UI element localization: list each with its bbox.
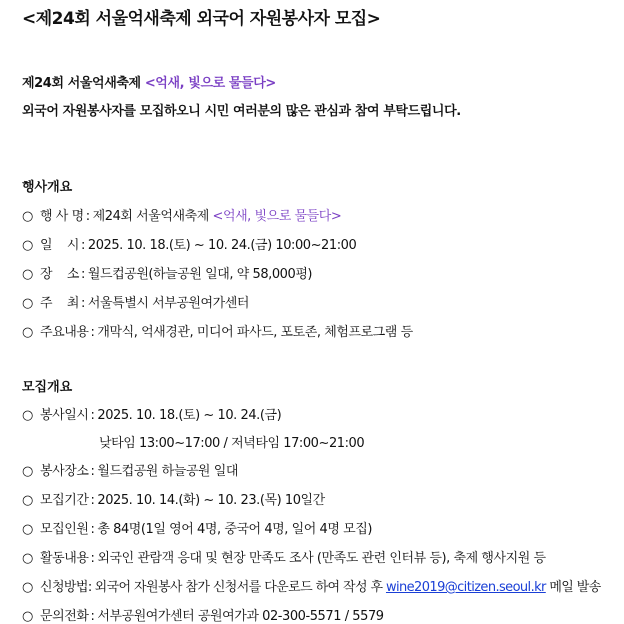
bullet-icon: ○ — [22, 408, 33, 423]
intro-festival-name: 제24회 서울억새축제 — [22, 76, 145, 91]
event-item-value: 제24회 서울억새축제 <억새, 빛으로 물들다> — [92, 209, 342, 224]
bullet-icon: ○ — [22, 267, 33, 282]
bullet-icon: ○ — [22, 493, 33, 508]
bullet-icon: ○ — [22, 580, 33, 595]
bullet-icon: ○ — [22, 325, 33, 340]
recruit-item-label: 봉사장소 — [40, 464, 89, 479]
bullet-icon: ○ — [22, 209, 33, 224]
recruit-item-label: 신청방법 — [40, 580, 88, 595]
event-item-label: 장 소 — [40, 267, 79, 282]
bullet-icon: ○ — [22, 551, 33, 566]
recruit-item-value: 외국인 관람객 응대 및 현장 만족도 조사 (만족도 관련 인터뷰 등), 축제 행사지원 등 — [97, 551, 546, 566]
event-item-value: 월드컵공원(하늘공원 일대, 약 58,000평) — [87, 267, 313, 282]
page-title: <제24회 서울억새축제 외국어 자원봉사자 모집> — [22, 9, 381, 29]
recruit-item-label: 문의전화 — [40, 609, 89, 624]
event-item-value: 서울특별시 서부공원여가센터 — [87, 296, 249, 311]
event-item-host: ○ 주 최 : 서울특별시 서부공원여가센터 — [22, 292, 249, 311]
event-item-label: 주요내용 — [40, 325, 89, 340]
recruit-item-contact: ○ 문의전화 : 서부공원여가센터 공원여가과 02-300-5571 / 5579 — [22, 605, 384, 624]
bullet-icon: ○ — [22, 296, 33, 311]
recruit-item-value: 월드컵공원 하늘공원 일대 — [97, 464, 238, 479]
recruit-item-label: 봉사일시 — [40, 408, 89, 423]
recruit-section-heading: 모집개요 — [22, 380, 73, 395]
event-item-date: ○ 일 시 : 2025. 10. 18.(토) ~ 10. 24.(금) 10:00~21:00 — [22, 234, 356, 253]
event-item-place: ○ 장 소 : 월드컵공원(하늘공원 일대, 약 58,000평) — [22, 263, 312, 282]
event-item-value: 2025. 10. 18.(토) ~ 10. 24.(금) 10:00~21:00 — [87, 238, 357, 253]
event-item-value: 개막식, 억새경관, 미디어 파사드, 포토존, 체험프로그램 등 — [97, 325, 413, 340]
event-item-contents: ○ 주요내용 : 개막식, 억새경관, 미디어 파사드, 포토존, 체험프로그램 등 — [22, 321, 413, 340]
recruit-item-application-period: ○ 모집기간 : 2025. 10. 14.(화) ~ 10. 23.(목) 10일간 — [22, 489, 325, 508]
event-item-name: ○ 행 사 명 : 제24회 서울억새축제 <억새, 빛으로 물들다> — [22, 205, 341, 224]
recruit-item-location: ○ 봉사장소 : 월드컵공원 하늘공원 일대 — [22, 460, 238, 479]
recruit-item-label: 모집기간 — [40, 493, 89, 508]
bullet-icon: ○ — [22, 464, 33, 479]
recruit-item-activities: ○ 활동내용 : 외국인 관람객 응대 및 현장 만족도 조사 (만족도 관련 인터뷰 등), 축제 행사지원 등 — [22, 547, 546, 566]
intro-festival-line — [22, 72, 276, 91]
recruit-item-headcount: ○ 모집인원 : 총 84명(1일 영어 4명, 중국어 4명, 일어 4명 모집) — [22, 518, 372, 537]
bullet-icon: ○ — [22, 238, 33, 253]
bullet-icon: ○ — [22, 522, 33, 537]
bullet-icon: ○ — [22, 609, 33, 624]
recruit-item-period: ○ 봉사일시 : 2025. 10. 18.(토) ~ 10. 24.(금) — [22, 404, 281, 423]
event-section-heading: 행사개요 — [22, 180, 73, 195]
intro-festival-theme: <억새, 빛으로 물들다> — [144, 76, 276, 91]
recruit-item-how-to-apply: ○ 신청방법 : 외국어 자원봉사 참가 신청서를 다운로드 하여 작성 후 wine2019@citizen.seoul.kr 메일 발송 — [22, 576, 601, 595]
recruit-item-value: 총 84명(1일 영어 4명, 중국어 4명, 일어 4명 모집) — [97, 522, 372, 537]
email-link[interactable]: wine2019@citizen.seoul.kr — [385, 580, 546, 595]
recruit-item-value: 2025. 10. 18.(토) ~ 10. 24.(금) — [97, 408, 282, 423]
intro-message: 외국어 자원봉사자를 모집하오니 시민 여러분의 많은 관심과 참여 부탁드립니다. — [22, 104, 461, 119]
event-item-label: 행 사 명 — [40, 209, 84, 224]
recruit-item-label: 활동내용 — [40, 551, 89, 566]
recruit-item-label: 모집인원 — [40, 522, 89, 537]
event-item-label: 일 시 — [40, 238, 79, 253]
recruit-item-value: 외국어 자원봉사 참가 신청서를 다운로드 하여 작성 후 wine2019@citizen.seoul.kr 메일 발송 — [94, 580, 601, 595]
recruit-item-value: 서부공원여가센터 공원여가과 02-300-5571 / 5579 — [97, 609, 384, 624]
festival-theme-accent: <억새, 빛으로 물들다> — [212, 209, 342, 224]
recruit-item-value: 2025. 10. 14.(화) ~ 10. 23.(목) 10일간 — [97, 493, 325, 508]
event-item-label: 주 최 — [40, 296, 79, 311]
recruit-item-period-subline: 낮타임 13:00~17:00 / 저녁타임 17:00~21:00 — [99, 436, 365, 451]
